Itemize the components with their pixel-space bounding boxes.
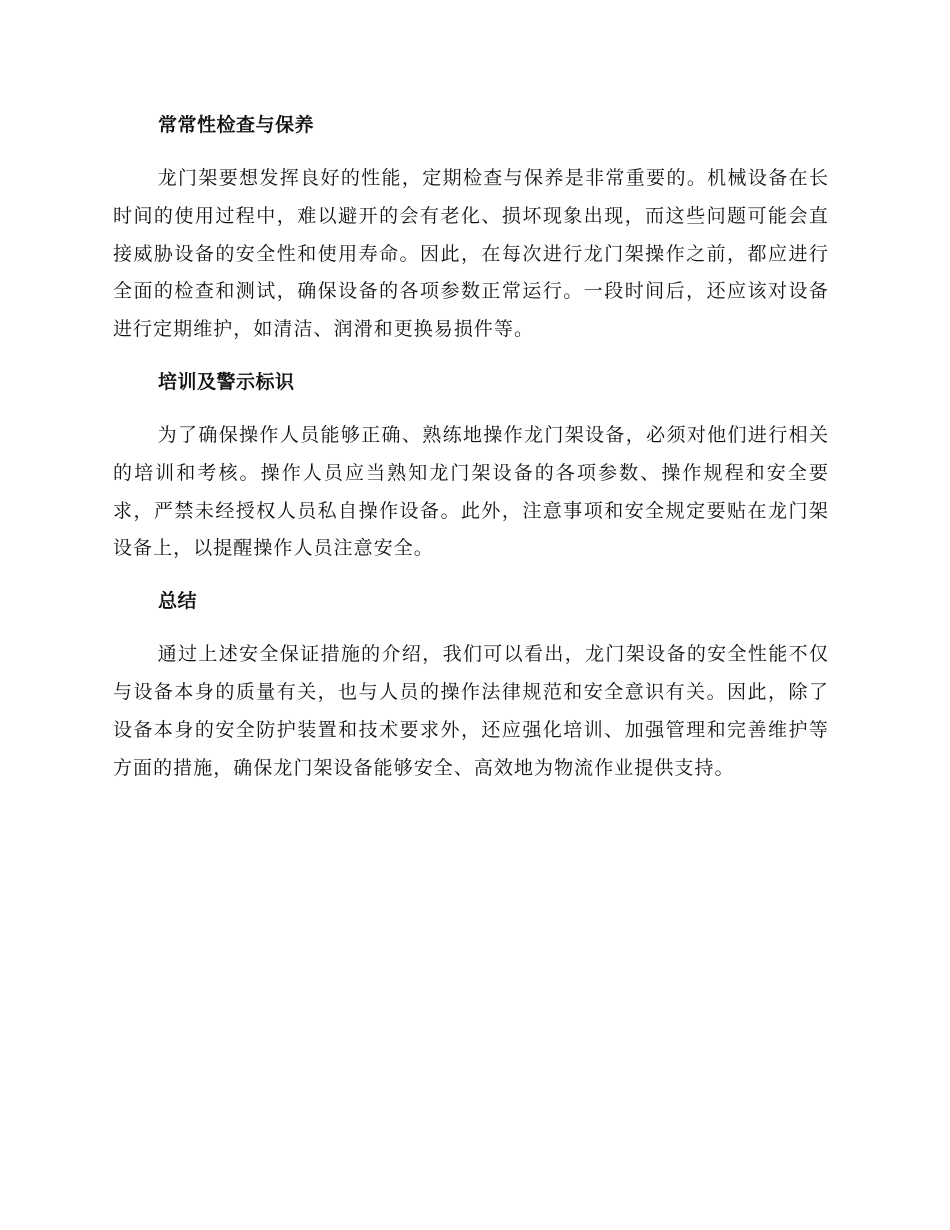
section-training-signage bbox=[113, 363, 829, 568]
document-body bbox=[113, 106, 829, 787]
section-summary bbox=[113, 582, 829, 787]
section-paragraph: 通过上述安全保证措施的介绍，我们可以看出，龙门架设备的安全性能不仅与设备本身的质量有关，也与人员的操作法律规范和安全意识有关。因此，除了设备本身的安全防护装置和技术要求外，还应强化培训、加强管理和完善维护等方面的措施，确保龙门架设备能够安全、高效地为物流作业提供支持。 bbox=[113, 643, 829, 779]
section-heading: 总结 bbox=[158, 590, 198, 613]
section-paragraph: 龙门架要想发挥良好的性能，定期检查与保养是非常重要的。机械设备在长时间的使用过程中，难以避开的会有老化、损坏现象出现，而这些问题可能会直接威胁设备的安全性和使用寿命。因此，在每次进行龙门架操作之前，都应进行全面的检查和测试，确保设备的各项参数正常运行。一段时间后，还应该对设备进行定期维护，如清洁、润滑和更换易损件等。 bbox=[113, 167, 829, 341]
section-inspection-maintenance bbox=[113, 106, 829, 349]
section-heading: 常常性检查与保养 bbox=[158, 114, 315, 136]
section-heading: 培训及警示标识 bbox=[158, 370, 295, 393]
section-paragraph: 为了确保操作人员能够正确、熟练地操作龙门架设备，必须对他们进行相关的培训和考核。操作人员应当熟知龙门架设备的各项参数、操作规程和安全要求，严禁未经授权人员私自操作设备。此外，注意事项和安全规定要贴在龙门架设备上，以提醒操作人员注意安全。 bbox=[113, 423, 829, 560]
